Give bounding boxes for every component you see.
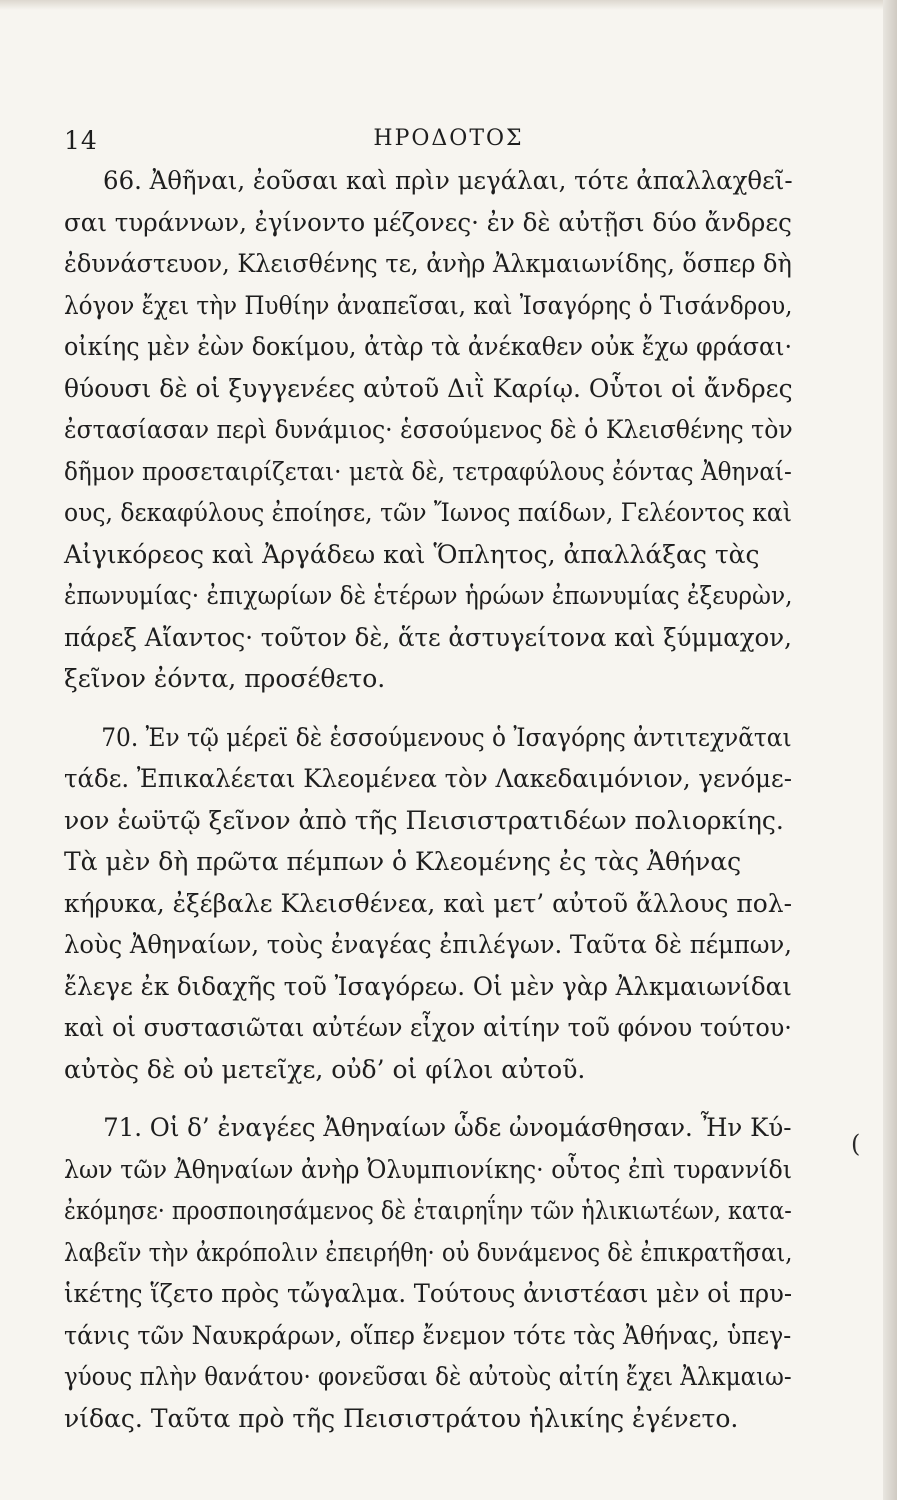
text-line: γύους πλὴν θανάτου· φονεῦσαι δὲ αὐτοὺς αἰτίη ἔχει Ἀλκμαιω-	[64, 1362, 792, 1391]
text-line: τάδε. Ἐπικαλέεται Κλεομένεα τὸν Λακεδαιμόνιον, γενόμε-	[64, 764, 792, 793]
text-line: ἐκόμησε· προσποιησάμενος δὲ ἑταιρηΐην τῶν ἡλικιωτέων, κατα-	[64, 1196, 792, 1225]
text-line: λοὺς Ἀθηναίων, τοὺς ἐναγέας ἐπιλέγων. Ταῦτα δὲ πέμπων,	[64, 930, 792, 959]
text-line: ους, δεκαφύλους ἐποίησε, τῶν Ἴωνος παίδων, Γελέοντος καὶ	[64, 498, 792, 527]
running-head: ΗΡΟΔΟΤΟΣ	[373, 126, 524, 151]
text-line: 66. Ἀθῆναι, ἐοῦσαι καὶ πρὶν μεγάλαι, τότε ἀπαλλαχθεῖ-	[103, 166, 793, 195]
text-line: σαι τυράννων, ἐγίνοντο μέζονες· ἐν δὲ αὐτῇσι δύο ἄνδρες	[64, 207, 792, 237]
paragraph-2	[64, 717, 792, 1091]
text-line: νίδας. Ταῦτα πρὸ τῆς Πεισιστράτου ἡλικίης ἐγένετο.	[64, 1403, 739, 1433]
text-line: ξεῖνον ἐόντα, προσέθετο.	[64, 664, 386, 693]
text-line: πάρεξ Αἴαντος· τοῦτον δὲ, ἅτε ἀστυγείτονα καὶ ξύμμαχον,	[64, 622, 792, 652]
text-line: Τὰ μὲν δὴ πρῶτα πέμπων ὁ Κλεομένης ἐς τὰς Ἀθήνας	[64, 847, 742, 876]
text-line: δῆμον προσεταιρίζεται· μετὰ δὲ, τετραφύλους ἐόντας Ἀθηναί-	[64, 456, 792, 486]
paragraph-3	[64, 1107, 792, 1439]
text-line: Αἰγικόρεος καὶ Ἀργάδεω καὶ Ὅπλητος, ἀπαλλάξας τὰς	[64, 539, 760, 569]
margin-mark: (	[851, 1130, 861, 1158]
text-line: ἱκέτης ἵζετο πρὸς τὤγαλμα. Τούτους ἀνιστέασι μὲν οἱ πρυ-	[64, 1279, 793, 1308]
text-line: κήρυκα, ἐξέβαλε Κλεισθένεα, καὶ μετ’ αὐτοῦ ἄλλους πολ-	[64, 888, 793, 918]
page-right-edge	[883, 0, 897, 1500]
page-number: 14	[64, 126, 98, 155]
text-line: ἔλεγε ἐκ διδαχῆς τοῦ Ἰσαγόρεω. Οἱ μὲν γὰρ Ἀλκμαιωνίδαι	[64, 971, 792, 1001]
paragraph-1	[64, 160, 792, 700]
page-top-shadow	[0, 0, 897, 10]
text-line: λων τῶν Ἀθηναίων ἀνὴρ Ὀλυμπιονίκης· οὗτος ἐπὶ τυραννίδι	[64, 1154, 793, 1184]
text-line: 71. Οἱ δ’ ἐναγέες Ἀθηναίων ὧδε ὠνομάσθησαν. Ἦν Κύ-	[103, 1113, 792, 1142]
body-text	[64, 160, 792, 1439]
text-line: οἰκίης μὲν ἐὼν δοκίμου, ἀτὰρ τὰ ἀνέκαθεν οὐκ ἔχω φράσαι·	[64, 332, 793, 361]
text-line: ἐστασίασαν περὶ δυνάμιος· ἑσσούμενος δὲ ὁ Κλεισθένης τὸν	[64, 415, 793, 444]
text-line: λαβεῖν τὴν ἀκρόπολιν ἐπειρήθη· οὐ δυνάμενος δὲ ἐπικρατῆσαι,	[64, 1237, 793, 1267]
text-line: αὐτὸς δὲ οὐ μετεῖχε, οὐδ’ οἱ φίλοι αὐτοῦ.	[64, 1054, 586, 1084]
text-line: τάνις τῶν Ναυκράρων, οἵπερ ἔνεμον τότε τὰς Ἀθήνας, ὑπεγ-	[64, 1320, 792, 1350]
text-line: ἐπωνυμίας· ἐπιχωρίων δὲ ἑτέρων ἡρώων ἐπωνυμίας ἐξευρὼν,	[64, 581, 793, 610]
text-line: λόγον ἔχει τὴν Πυθίην ἀναπεῖσαι, καὶ Ἰσαγόρης ὁ Τισάνδρου,	[64, 290, 793, 320]
text-line: νον ἑωϋτῷ ξεῖνον ἀπὸ τῆς Πεισιστρατιδέων πολιορκίης.	[64, 805, 784, 835]
text-line: 70. Ἐν τῷ μέρεϊ δὲ ἑσσούμενους ὁ Ἰσαγόρης ἀντιτεχνᾶται	[101, 722, 792, 752]
text-line: καὶ οἱ συστασιῶται αὐτέων εἶχον αἰτίην τοῦ φόνου τούτου·	[64, 1013, 792, 1042]
text-line: ἐδυνάστευον, Κλεισθένης τε, ἀνὴρ Ἀλκμαιωνίδης, ὅσπερ δὴ	[64, 249, 792, 278]
text-line: θύουσι δὲ οἱ ξυγγενέες αὐτοῦ Διῒ Καρίῳ. Οὗτοι οἱ ἄνδρες	[64, 373, 793, 403]
